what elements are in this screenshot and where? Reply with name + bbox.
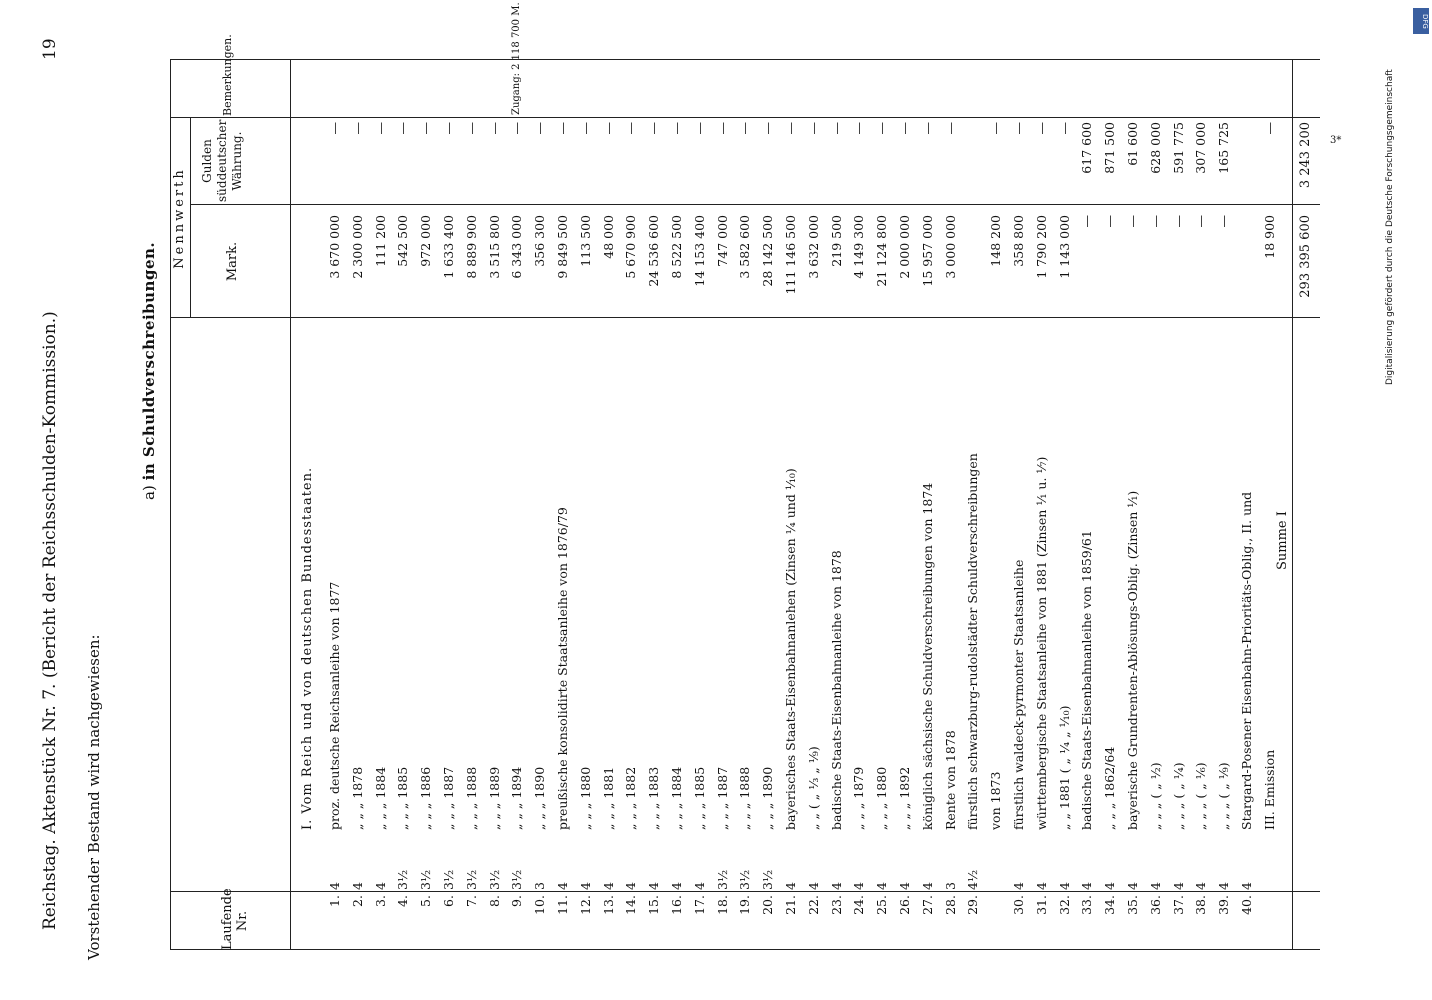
- interest-rate: 4: [1216, 882, 1232, 890]
- mark-value: 6 343 000: [509, 215, 525, 279]
- gulden-value: —: [646, 122, 662, 135]
- interest-rate: 4: [1239, 882, 1254, 890]
- mark-value: 18 900: [1261, 215, 1277, 259]
- table-row: [1009, 60, 1030, 950]
- interest-rate: 3½: [441, 869, 456, 890]
- row-number: 30.: [1011, 895, 1026, 915]
- loan-description: badische Staats-Eisenbahnanleihe von 1859/61: [1079, 530, 1095, 830]
- loan-description: „ „ „ 1889: [486, 766, 502, 830]
- loan-description: „ „ „ ( „ ¼): [1170, 762, 1186, 830]
- interest-rate: 4: [1056, 882, 1072, 890]
- row-number: 26.: [897, 895, 912, 915]
- mark-value: 2 000 000: [897, 215, 912, 279]
- row-number: 3.: [372, 895, 388, 907]
- gulden-value: —: [714, 122, 730, 135]
- gulden-value: 871 500: [1102, 122, 1118, 174]
- row-number: 23.: [828, 895, 844, 915]
- total-label: Summe I: [1275, 511, 1290, 570]
- row-number: 27.: [919, 895, 935, 915]
- interest-rate: 3½: [418, 869, 434, 890]
- column-header-nennwerth: Nennwerth: [172, 167, 187, 269]
- loan-description: „ „ „ 1885: [395, 766, 411, 830]
- interest-rate: 4: [600, 882, 616, 890]
- interest-rate: 4: [783, 882, 798, 890]
- row-number: 2.: [349, 895, 365, 907]
- row-number: 24.: [851, 895, 867, 915]
- gulden-value: —: [600, 122, 616, 135]
- loan-description: Stargard-Posener Eisenbahn-Prioritäts-Oblig., II. und: [1239, 491, 1254, 830]
- loan-description: „ „ „ ( „ ½): [1147, 762, 1163, 830]
- table-row: [416, 60, 437, 950]
- loan-description: „ „ „ ( „ ⅑): [1216, 762, 1232, 830]
- table-row: [1032, 60, 1053, 950]
- mark-value: 1 143 000: [1056, 215, 1072, 279]
- mark-value: 5 670 900: [623, 215, 639, 279]
- mark-value: 8 522 500: [669, 215, 684, 279]
- mark-value: 972 000: [418, 215, 434, 267]
- mark-value: —: [1125, 215, 1140, 228]
- loan-description: „ „ ( „ ⅓ „ ⅑): [805, 746, 821, 830]
- table-row: [941, 60, 962, 950]
- mark-value: 3 515 800: [486, 215, 502, 279]
- table-row: [485, 60, 506, 950]
- gulden-value: —: [783, 122, 798, 135]
- row-number: 17.: [691, 895, 707, 915]
- gulden-value: 61 600: [1125, 122, 1140, 166]
- gulden-value: —: [851, 122, 867, 135]
- mark-value: —: [1079, 215, 1095, 228]
- gulden-value: —: [691, 122, 707, 135]
- mark-value: —: [1102, 215, 1118, 228]
- gulden-value: —: [486, 122, 502, 135]
- section-row: I. Vom Reich und von deutschen Bundesstaaten.: [300, 466, 315, 830]
- table-row: [735, 60, 756, 950]
- row-number: 35.: [1125, 895, 1140, 915]
- row-number: 22.: [805, 895, 821, 915]
- table-row: [667, 60, 688, 950]
- interest-rate: 4: [372, 882, 388, 890]
- interest-rate: 4: [805, 882, 821, 890]
- table-row: [690, 60, 711, 950]
- gulden-value: —: [327, 122, 342, 135]
- mark-value: —: [1170, 215, 1186, 228]
- interest-rate: 4: [1125, 882, 1140, 890]
- gulden-value: —: [441, 122, 456, 135]
- mark-value: 4 149 300: [851, 215, 867, 279]
- row-number: 13.: [600, 895, 616, 915]
- table-row: [827, 60, 848, 950]
- loan-description: „ „ „ 1887: [441, 766, 456, 830]
- interest-rate: 3½: [714, 869, 730, 890]
- table-row: [1191, 60, 1212, 950]
- loan-description: bayerische Grundrenten-Ablösungs-Oblig. (Zinsen ¹⁄₁): [1125, 490, 1140, 830]
- gulden-value: 307 000: [1193, 122, 1209, 174]
- gulden-value: —: [1261, 122, 1277, 135]
- loan-description: „ „ „ 1888: [463, 766, 479, 830]
- gulden-value: 617 600: [1079, 122, 1095, 174]
- mark-value: 2 300 000: [349, 215, 365, 279]
- table-row: [781, 60, 802, 950]
- gulden-value: —: [942, 122, 958, 135]
- row-number: 33.: [1079, 895, 1095, 915]
- row-number: 37.: [1170, 895, 1186, 915]
- loan-description: von 1873: [988, 771, 1004, 830]
- mark-value: 21 124 800: [874, 215, 890, 287]
- column-header-mark: Mark.: [225, 241, 240, 282]
- loan-description: badische Staats-Eisenbahnanleihe von 1878: [828, 550, 844, 830]
- row-number: 34.: [1102, 895, 1118, 915]
- loan-description: „ „ „ 1884: [669, 766, 684, 830]
- row-number: 19.: [737, 895, 753, 915]
- mark-value: 219 500: [828, 215, 844, 267]
- loan-description: fürstlich schwarzburg-rudolstädter Schuldverschreibungen: [965, 453, 981, 830]
- table-row: [1077, 60, 1098, 950]
- mark-value: 356 300: [532, 215, 548, 267]
- row-number: 8.: [486, 895, 502, 907]
- loan-description: proz. deutsche Reichsanleihe von 1877: [327, 581, 342, 830]
- table-row: [1214, 60, 1235, 950]
- row-number: 6.: [441, 895, 456, 907]
- loan-description: „ „ „ 1884: [372, 766, 388, 830]
- table-row: [1169, 60, 1190, 950]
- table-row: [918, 60, 939, 950]
- gulden-value: —: [828, 122, 844, 135]
- loan-description: „ „ „ 1886: [418, 766, 434, 830]
- interest-rate: 4: [669, 882, 684, 890]
- column-header-bemerkungen: Bemerkungen.: [221, 34, 234, 116]
- loan-description: „ „ „ 1862/64: [1102, 746, 1118, 830]
- row-number: 21.: [783, 895, 798, 915]
- loan-description: „ „ „ 1880: [577, 766, 593, 830]
- table-row: [462, 60, 483, 950]
- mark-value: 3 632 000: [805, 215, 821, 279]
- loan-description: „ „ „ ( „ ⅙): [1193, 762, 1209, 830]
- table-row: [758, 60, 779, 950]
- mark-value: 8 889 900: [463, 215, 479, 279]
- interest-rate: 4: [1147, 882, 1163, 890]
- table-row: [872, 60, 893, 950]
- interest-rate: 3: [942, 882, 958, 890]
- loan-description: „ „ „ 1882: [623, 766, 639, 830]
- loan-description: „ „ „ 1881: [600, 766, 616, 830]
- loan-description: III. Emission: [1261, 749, 1277, 830]
- interest-rate: 3½: [760, 869, 776, 890]
- section-title: in Schuldverschreibungen.: [140, 241, 158, 481]
- mark-value: 747 000: [714, 215, 730, 267]
- mark-value: 9 849 500: [555, 215, 570, 279]
- loan-description: „ „ „ 1892: [897, 766, 912, 830]
- row-number: 11.: [555, 895, 570, 915]
- gulden-value: —: [532, 122, 548, 135]
- corner-mark: 3*: [1330, 135, 1342, 146]
- interest-rate: 4: [1102, 882, 1118, 890]
- gulden-value: —: [874, 122, 890, 135]
- interest-rate: 4: [828, 882, 844, 890]
- table-row: [895, 60, 916, 950]
- mark-value: 24 536 600: [646, 215, 662, 287]
- row-number: 39.: [1216, 895, 1232, 915]
- table-row: [1146, 60, 1167, 950]
- table-row: [963, 60, 984, 950]
- interest-rate: 3½: [395, 869, 411, 890]
- section-heading: [140, 242, 158, 500]
- gulden-value: —: [988, 122, 1004, 135]
- gulden-value: —: [1033, 122, 1049, 135]
- mark-value: 1 633 400: [441, 215, 456, 279]
- interest-rate: 4: [919, 882, 935, 890]
- interest-rate: 3½: [463, 869, 479, 890]
- table-row: [1100, 60, 1121, 950]
- loan-description: Rente von 1878: [942, 730, 958, 830]
- gulden-value: —: [1056, 122, 1072, 135]
- gulden-value: —: [418, 122, 434, 135]
- row-number: 25.: [874, 895, 890, 915]
- gulden-value: —: [919, 122, 935, 135]
- table-row: [621, 60, 642, 950]
- dfg-logo: DFG: [1413, 8, 1429, 34]
- row-number: 9.: [509, 895, 525, 907]
- gulden-value: —: [349, 122, 365, 135]
- interest-rate: 4: [1170, 882, 1186, 890]
- row-number: 38.: [1193, 895, 1209, 915]
- mark-value: 14 153 400: [691, 215, 707, 287]
- interest-rate: 4: [851, 882, 867, 890]
- mark-value: 542 500: [395, 215, 411, 267]
- loan-description: „ „ „ 1883: [646, 766, 662, 830]
- loan-description: „ „ „ 1878: [349, 766, 365, 830]
- interest-rate: 4: [327, 882, 342, 890]
- loan-description: preußische konsolidirte Staatsanleihe von 1876/79: [555, 507, 570, 830]
- gulden-value: —: [760, 122, 776, 135]
- row-number: 29.: [965, 895, 981, 915]
- mark-value: 3 582 600: [737, 215, 753, 279]
- table-row: [986, 60, 1007, 950]
- interest-rate: 4: [349, 882, 365, 890]
- digitization-note: Digitalisierung gefördert durch die Deutsche Forschungsgemeinschaft: [1385, 69, 1395, 385]
- column-header-gulden: Gulden süddeutscher Währung.: [200, 119, 244, 202]
- interest-rate: 4: [1193, 882, 1209, 890]
- mark-value: —: [1193, 215, 1209, 228]
- gulden-value: —: [395, 122, 411, 135]
- interest-rate: 4: [1079, 882, 1095, 890]
- interest-rate: 3½: [509, 869, 525, 890]
- table-row: [325, 60, 346, 950]
- table-row: [553, 60, 574, 950]
- gulden-value: —: [669, 122, 684, 135]
- mark-value: 3 000 000: [942, 215, 958, 279]
- interest-rate: 4: [691, 882, 707, 890]
- loan-description: „ „ „ 1888: [737, 766, 753, 830]
- loan-description: „ „ „ 1885: [691, 766, 707, 830]
- gulden-value: —: [737, 122, 753, 135]
- row-number: 32.: [1056, 895, 1072, 915]
- interest-rate: 4: [646, 882, 662, 890]
- mark-value: 111 146 500: [783, 215, 798, 295]
- mark-value: 358 800: [1011, 215, 1026, 267]
- table-row: [849, 60, 870, 950]
- row-number: 18.: [714, 895, 730, 915]
- loan-description: „ „ „ 1887: [714, 766, 730, 830]
- table-row: [644, 60, 665, 950]
- interest-rate: 4: [555, 882, 570, 890]
- row-number: 28.: [942, 895, 958, 915]
- loan-description: „ „ „ 1894: [509, 766, 525, 830]
- table-row: [507, 2, 528, 950]
- table-row: [804, 60, 825, 950]
- table-row: [439, 60, 460, 950]
- table-row: [1055, 60, 1076, 950]
- interest-rate: 4: [623, 882, 639, 890]
- mark-value: 48 000: [600, 215, 616, 259]
- row-number: 4.: [395, 895, 411, 907]
- gulden-value: —: [372, 122, 388, 135]
- loan-description: königlich sächsische Schuldverschreibungen von 1874: [919, 482, 935, 830]
- row-number: 7.: [463, 895, 479, 907]
- table-row: [599, 60, 620, 950]
- table-row: [576, 60, 597, 950]
- loan-description: „ „ „ 1880: [874, 766, 890, 830]
- mark-value: 113 500: [577, 215, 593, 267]
- row-number: 1.: [327, 895, 342, 907]
- total-mark: 293 395 600: [1298, 215, 1313, 298]
- interest-rate: 4: [897, 882, 912, 890]
- gulden-value: —: [577, 122, 593, 135]
- gulden-value: —: [897, 122, 912, 135]
- interest-rate: 3½: [486, 869, 502, 890]
- table-row: [348, 60, 369, 950]
- mark-value: 3 670 000: [327, 215, 342, 279]
- row-number: 12.: [577, 895, 593, 915]
- row-number: 10.: [532, 895, 548, 915]
- row-number: 14.: [623, 895, 639, 915]
- mark-value: 15 957 000: [919, 215, 935, 287]
- loan-description: „ „ „ 1890: [760, 766, 776, 830]
- gulden-value: —: [555, 122, 570, 135]
- table-row: [1237, 60, 1258, 950]
- interest-rate: 4: [577, 882, 593, 890]
- table-row: [1123, 60, 1144, 950]
- mark-value: 1 790 200: [1033, 215, 1049, 279]
- loan-description: „ „ „ 1890: [532, 766, 548, 830]
- loan-description: „ „ 1881 ( „ ¼ „ ¹⁄₁₀): [1056, 705, 1072, 830]
- interest-rate: 4: [874, 882, 890, 890]
- section-label: a): [140, 485, 158, 500]
- mark-value: 28 142 500: [760, 215, 776, 287]
- intro-text: Vorstehender Bestand wird nachgewiesen:: [85, 634, 103, 960]
- interest-rate: 4: [1033, 882, 1049, 890]
- remark: Zugang: 2 118 700 M.: [511, 2, 523, 115]
- interest-rate: 3½: [737, 869, 753, 890]
- header-line: Reichstag. Aktenstück Nr. 7. (Bericht der Reichsschulden-Kommission.): [40, 311, 60, 930]
- row-number: 20.: [760, 895, 776, 915]
- loan-description: fürstlich waldeck-pyrmonter Staatsanleihe: [1011, 559, 1026, 830]
- row-number: 31.: [1033, 895, 1049, 915]
- table-row: [530, 60, 551, 950]
- mark-value: 111 200: [372, 215, 388, 267]
- table-row: [713, 60, 734, 950]
- gulden-value: —: [463, 122, 479, 135]
- row-number: 15.: [646, 895, 662, 915]
- mark-value: —: [1147, 215, 1163, 228]
- page-number: 19: [40, 38, 60, 60]
- total-gulden: 3 243 200: [1298, 122, 1313, 189]
- interest-rate: 4½: [965, 869, 981, 890]
- gulden-value: —: [805, 122, 821, 135]
- loan-description: „ „ „ 1879: [851, 766, 867, 830]
- loan-description: bayerisches Staats-Eisenbahnanlehen (Zinsen ¼ und ¹⁄₁₀): [783, 468, 798, 830]
- table-row: [1260, 60, 1281, 950]
- gulden-value: 591 775: [1170, 122, 1186, 174]
- row-number: 40.: [1239, 895, 1254, 915]
- loan-description: württembergische Staatsanleihe von 1881 (Zinsen ¹⁄₁ u. ¹⁄₇): [1033, 456, 1049, 830]
- interest-rate: 3: [532, 882, 548, 890]
- table-row: [371, 60, 392, 950]
- gulden-value: —: [623, 122, 639, 135]
- row-number: 16.: [669, 895, 684, 915]
- gulden-value: —: [509, 122, 525, 135]
- gulden-value: 628 000: [1147, 122, 1163, 174]
- column-header-nr: Laufende Nr.: [220, 888, 250, 950]
- table-row: [393, 60, 414, 950]
- interest-rate: 4: [1011, 882, 1026, 890]
- row-number: 5.: [418, 895, 434, 907]
- mark-value: 148 200: [988, 215, 1004, 267]
- mark-value: —: [1216, 215, 1232, 228]
- gulden-value: —: [1011, 122, 1026, 135]
- gulden-value: 165 725: [1216, 122, 1232, 174]
- debt-table: [170, 2, 1320, 950]
- row-number: 36.: [1147, 895, 1163, 915]
